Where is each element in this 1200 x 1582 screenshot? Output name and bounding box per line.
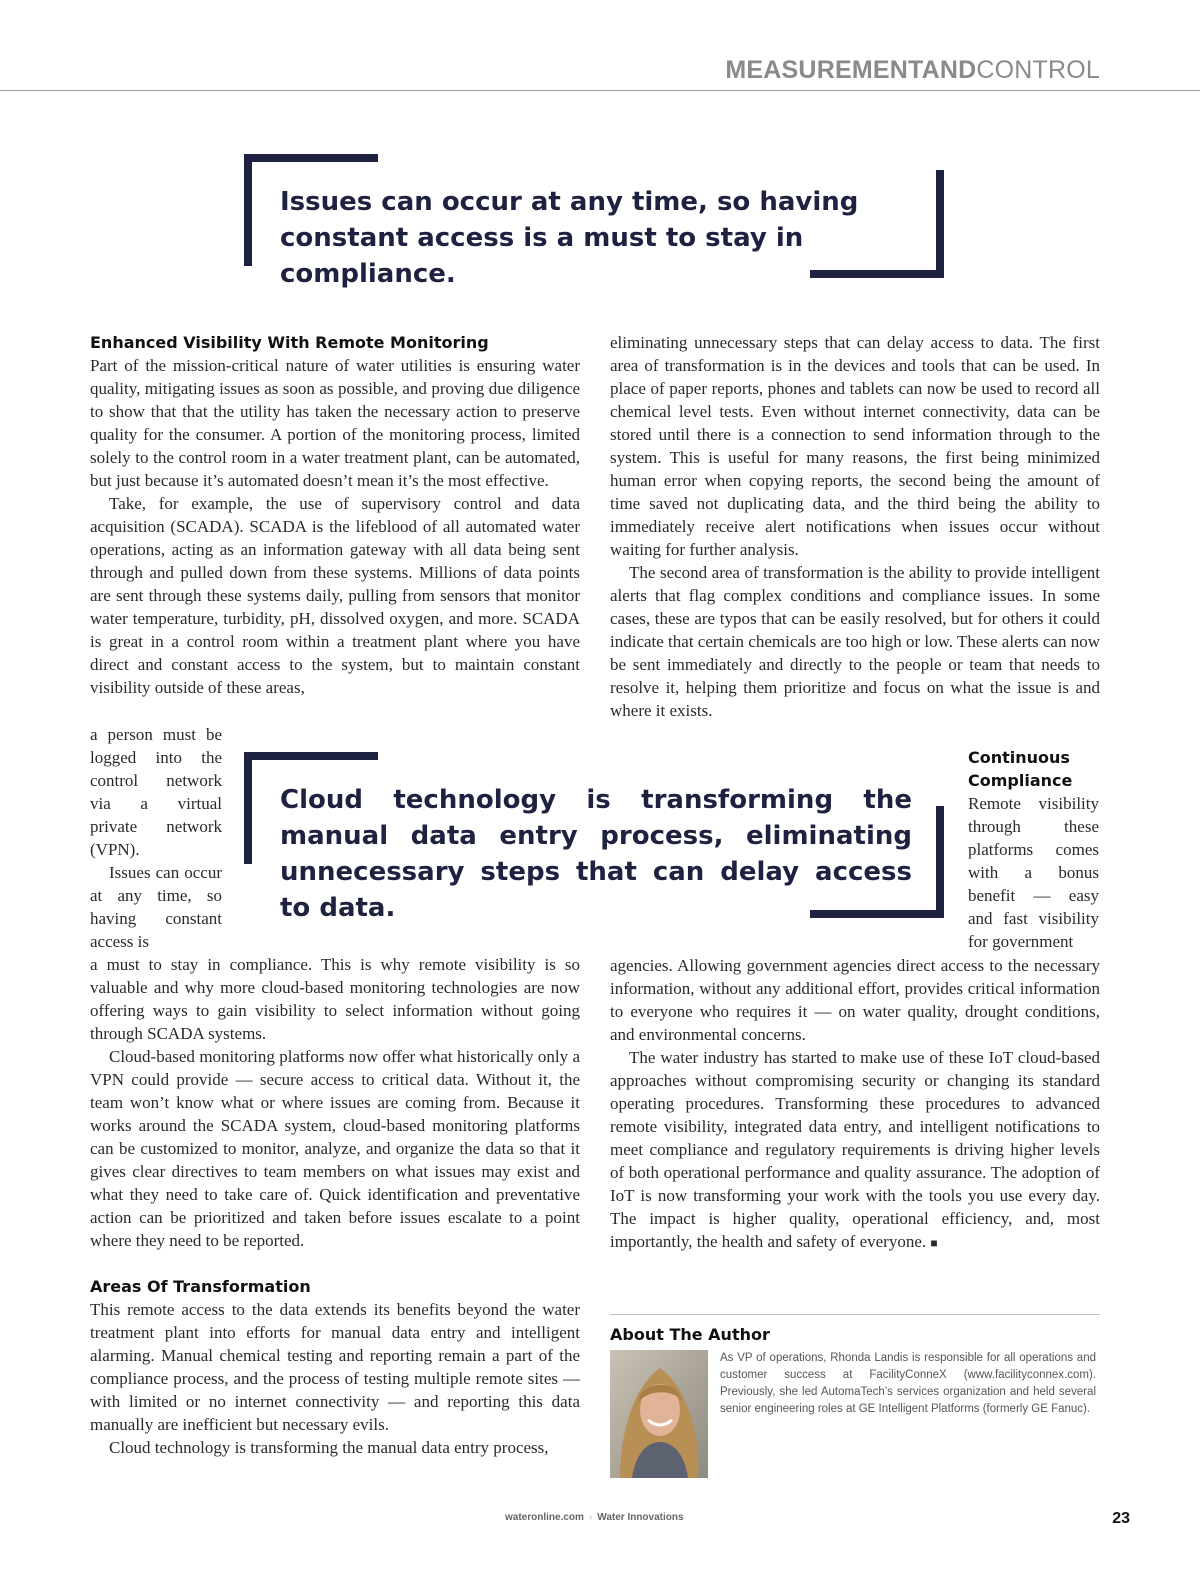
pull-quote-cloud: Cloud technology is transforming the manual data entry process, eliminating unnecessary steps that can delay access to data. xyxy=(280,785,912,923)
footer-site[interactable]: wateronline.com xyxy=(505,1512,584,1523)
footer-section: Water Innovations xyxy=(597,1512,684,1523)
bracket-left-vertical xyxy=(244,752,252,864)
paragraph: The water industry has started to make use of these IoT cloud-based approaches without compromising security or changing its standard operating procedures. Transforming these procedures to advanced remote visibility, integrated data entry, and intelligent notifications to meet compliance and regulatory requirements is driving higher levels of both operational performance and quality assurance. The adoption of IoT is now transforming your work with the tools you use every day. The impact is higher quality, operational efficiency, and, most importantly, the health and safety of everyone. ■ xyxy=(610,1048,1100,1251)
bracket-left-horizontal xyxy=(244,154,378,162)
paragraph: agencies. Allowing government agencies direct access to the necessary information, without any additional effort, provides critical information to everyone who requires it — on water quality, drought conditions, and environmental concerns. xyxy=(610,956,1100,1044)
bracket-right-vertical xyxy=(936,806,944,918)
paragraph: Cloud technology is transforming the manual data entry process, xyxy=(109,1438,549,1457)
chevron-right-icon: › xyxy=(588,1512,593,1523)
paragraph: eliminating unnecessary steps that can delay access to data. The first area of transformation is in the devices and tools that can be used. In place of paper reports, phones and tablets can now be used to record all chemical level tests. Even without internet connectivity, data can be stored until there is a connection to send information through to the system. This is useful for many reasons, the first being minimized human error when copying reports, the second being the amount of time saved not duplicating data, and the third being the ability to immediately receive alert notifications when issues occur without waiting for further analysis. xyxy=(610,333,1100,559)
left-column-narrow xyxy=(90,723,222,953)
about-title: About The Author xyxy=(610,1325,770,1344)
paragraph: This remote access to the data extends its benefits beyond the water treatment plant into efforts for manual data entry and intelligent alarming. Manual chemical testing and reporting remain a part of the compliance process, and the process of testing multiple remote sites — with limited or no internet connectivity — and reporting this data manually are inefficient but necessary evils. xyxy=(90,1300,580,1434)
author-bio: As VP of operations, Rhonda Landis is responsible for all operations and customer success at FacilityConneX (www.facilityconnex.com). Previously, she led AutomaTech’s services organization and held several senior engineering roles at GE Intelligent Platforms (formerly GE Fanuc). xyxy=(720,1352,1096,1415)
left-column-bottom xyxy=(90,953,580,1459)
footer xyxy=(505,1512,684,1523)
paragraph: Take, for example, the use of supervisory control and data acquisition (SCADA). SCADA is the lifeblood of all automated water operations, acting as an information gateway with all data being sent through and pulled down from these systems. Millions of data points are sent through these systems daily, pulling from sensors that monitor water temperature, turbidity, pH, dissolved oxygen, and more. SCADA is great in a control room within a treatment plant where you have direct and constant access to the system, but to maintain constant visibility outside of these areas, xyxy=(90,494,580,697)
paragraph: Part of the mission-critical nature of water utilities is ensuring water quality, mitigating issues as soon as possible, and proving due diligence to show that that the utility has taken the necessary action to preserve quality for the consumer. A portion of the monitoring process, limited solely to the control room in a water treatment plant, can be automated, but just because it’s automated doesn’t mean it’s the most effective. xyxy=(90,356,580,490)
page-number: 23 xyxy=(1112,1510,1130,1527)
author-photo xyxy=(610,1350,708,1478)
section-header: MEASUREMENTANDCONTROL xyxy=(725,56,1100,84)
paragraph: Issues can occur at any time, so having constant access is xyxy=(90,863,222,951)
paragraph: Remote visibility through these platforms comes with a bonus benefit — easy and fast visibility for government xyxy=(968,794,1099,951)
bracket-left-vertical xyxy=(244,154,252,266)
paragraph: a must to stay in compliance. This is why remote visibility is so valuable and why more cloud-based monitoring technologies are now offering ways to gain visibility to select information without going through SCADA systems. xyxy=(90,955,580,1043)
pull-quote-compliance: Issues can occur at any time, so having constant access is a must to stay in compliance. xyxy=(280,187,859,289)
right-column-bottom xyxy=(610,954,1100,1255)
end-mark: ■ xyxy=(930,1236,938,1250)
heading-enhanced-visibility: Enhanced Visibility With Remote Monitoring xyxy=(90,333,489,352)
heading-areas-of-transformation: Areas Of Transformation xyxy=(90,1277,311,1296)
about-divider xyxy=(610,1314,1100,1315)
left-column-top xyxy=(90,331,580,699)
paragraph: Cloud-based monitoring platforms now offer what historically only a VPN could provide — secure access to critical data. Without it, the team won’t know what or where issues are coming from. Because it works around the SCADA system, cloud-based monitoring platforms can be customized to monitor, analyze, and organize the data so that it gives clear directives to team members on what issues may exist and what they need to take care of. Quick identification and preventative action can be prioritized and taken before issues escalate to a point where they need to be reported. xyxy=(90,1047,580,1250)
right-column-top xyxy=(610,331,1100,722)
bracket-left-horizontal xyxy=(244,752,378,760)
header-rule xyxy=(0,90,1200,91)
right-column-narrow xyxy=(968,746,1099,953)
heading-continuous-compliance: Continuous Compliance xyxy=(968,748,1073,790)
paragraph: The second area of transformation is the ability to provide intelligent alerts that flag complex conditions and compliance issues. In some cases, these are typos that can be easily resolved, but for others it could indicate that certain chemicals are too high or low. These alerts can now be sent immediately and directly to the people or team that needs to resolve it, helping them prioritize and focus on what the issue is and where it exists. xyxy=(610,563,1100,720)
paragraph: a person must be logged into the control network via a virtual private network (VPN). xyxy=(90,725,222,859)
